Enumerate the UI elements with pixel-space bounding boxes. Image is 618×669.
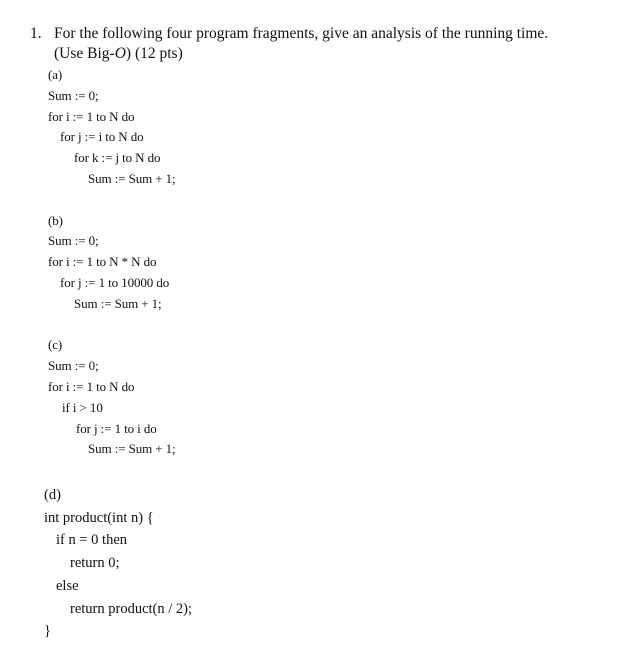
fragment-d-line: return product(n / 2); xyxy=(70,601,193,617)
fragment-d-line: else xyxy=(56,578,79,594)
question-number: 1. xyxy=(30,25,42,42)
fragment-d-line: if n = 0 then xyxy=(56,532,127,548)
fragment-d-line: int product(int n) { xyxy=(44,510,154,526)
fragment-a-line: for i := 1 to N do xyxy=(48,109,135,124)
fragment-a-line: for j := i to N do xyxy=(60,129,144,144)
fragment-c-line: if i > 10 xyxy=(62,400,103,415)
question-prompt: For the following four program fragments, give an analysis of the running time. xyxy=(54,25,549,42)
fragment-b-line: Sum := 0; xyxy=(48,233,99,248)
fragment-a-line: Sum := Sum + 1; xyxy=(88,171,176,186)
fragment-c-line: for j := 1 to i do xyxy=(76,421,157,436)
fragment-b-line: for i := 1 to N * N do xyxy=(48,254,157,269)
instruction-prefix: (Use Big- xyxy=(54,45,115,62)
big-o-symbol: O xyxy=(114,45,126,62)
fragment-b-line: for j := 1 to 10000 do xyxy=(60,275,170,290)
fragment-c-line: Sum := Sum + 1; xyxy=(88,441,176,456)
fragment-d-label: (d) xyxy=(44,487,61,503)
fragment-c-line: for i := 1 to N do xyxy=(48,379,135,394)
fragment-a-line: Sum := 0; xyxy=(48,88,99,103)
fragment-d-line: return 0; xyxy=(70,555,120,571)
fragment-b-label: (b) xyxy=(48,213,63,228)
fragment-a-line: for k := j to N do xyxy=(74,150,161,165)
fragment-c-label: (c) xyxy=(48,337,63,352)
fragment-d-line: } xyxy=(44,623,51,639)
fragment-c-line: Sum := 0; xyxy=(48,358,99,373)
fragment-b-line: Sum := Sum + 1; xyxy=(74,296,162,311)
instruction-suffix: ) (12 pts) xyxy=(125,45,183,62)
fragment-a-label: (a) xyxy=(48,67,63,82)
question-instruction xyxy=(54,46,183,62)
